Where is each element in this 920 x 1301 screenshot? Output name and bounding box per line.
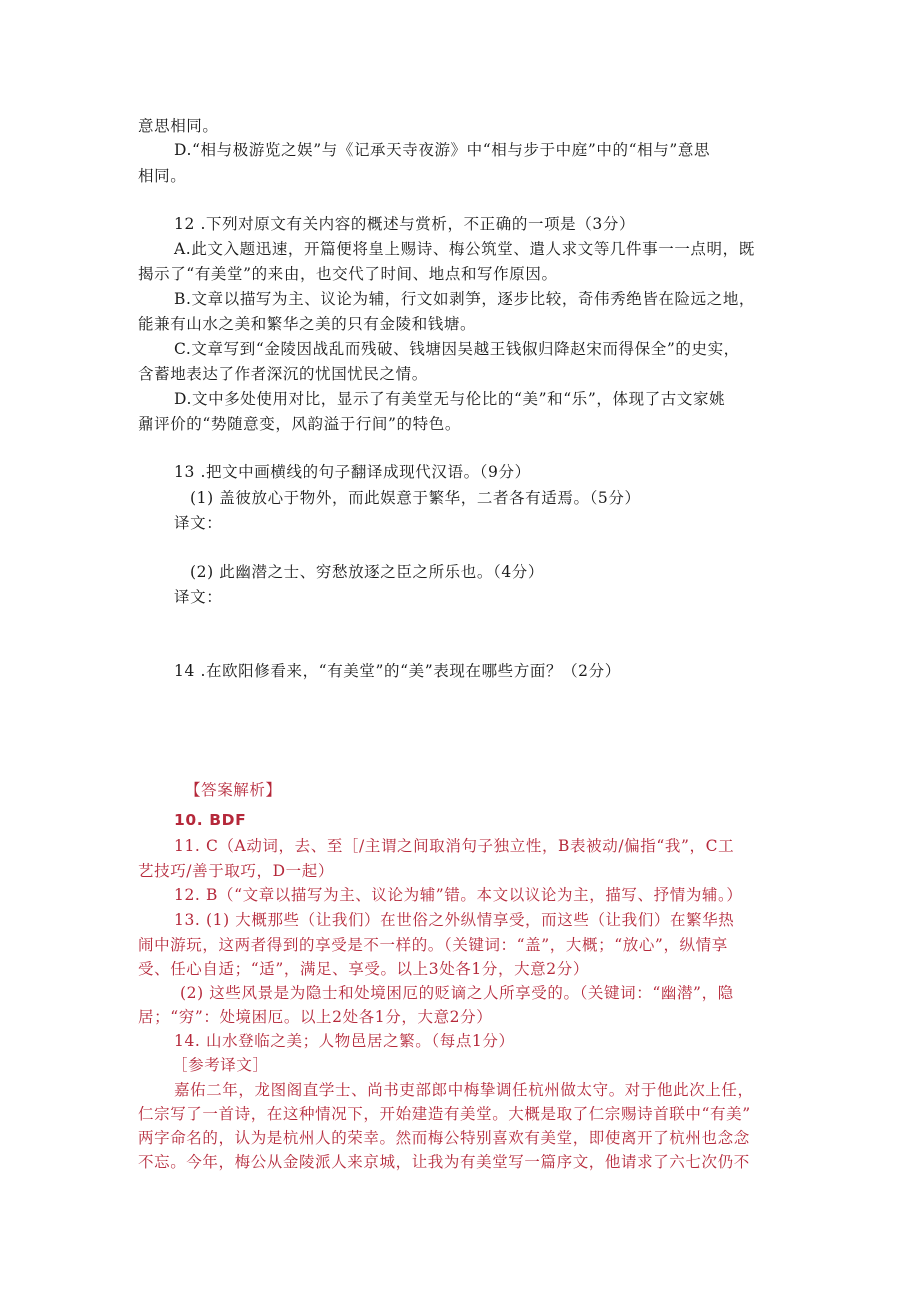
option-d-line-2: 相同。 <box>138 167 187 185</box>
answer-14: 14. 山水登临之美；人物邑居之繁。（每点1分） <box>174 1032 515 1050</box>
question-12-option-b-line-2: 能兼有山水之美和繁华之美的只有金陵和钱塘。 <box>138 315 477 333</box>
reference-translation-line-4: 不忘。今年，梅公从金陵派人来京城，让我为有美堂写一篇序文，他请求了六七次仍不 <box>138 1153 750 1171</box>
question-13-stem: 13 .把文中画横线的句子翻译成现代汉语。（9分） <box>174 463 531 481</box>
translation-label-1: 译文： <box>174 514 223 532</box>
answer-11-line-1: 11. C（A动词，去、至［/主谓之间取消句子独立性，B表被动/偏指“我”，C工 <box>174 837 735 855</box>
answer-11-line-2: 艺技巧/善于取巧，D一起） <box>138 862 334 880</box>
answer-13-line-3: 受、任心自适；“适”，满足、享受。以上3处各1分，大意2分） <box>138 960 589 978</box>
question-12-option-a-line-1: A.此文入题迅速，开篇便将皇上赐诗、梅公筑堂、遣人求文等几件事一一点明，既 <box>174 240 755 258</box>
reference-translation-heading: ［参考译文］ <box>172 1056 269 1074</box>
question-13-part-2: (2) 此幽潜之士、穷愁放逐之臣之所乐也。（4分） <box>190 563 544 581</box>
answer-13-line-1: 13. (1) 大概那些（让我们）在世俗之外纵情享受，而这些（让我们）在繁华热 <box>174 911 735 929</box>
reference-translation-line-2: 仁宗写了一首诗，在这种情况下，开始建造有美堂。大概是取了仁宗赐诗首联中“有美” <box>138 1105 751 1123</box>
option-c-continuation: 意思相同。 <box>138 117 219 135</box>
question-12-option-d-line-1: D.文中多处使用对比，显示了有美堂无与伦比的“美”和“乐”，体现了古文家姚 <box>174 390 726 408</box>
reference-translation-line-1: 嘉佑二年，龙图阁直学士、尚书吏部郎中梅挚调任杭州做太守。对于他此次上任， <box>174 1081 754 1099</box>
question-14-stem: 14 .在欧阳修看来，“有美堂”的“美”表现在哪些方面？（2分） <box>174 662 621 680</box>
question-12-option-c-line-2: 含蓄地表达了作者深沉的忧国忧民之情。 <box>138 365 428 383</box>
question-12-option-a-line-2: 揭示了“有美堂”的来由，也交代了时间、地点和写作原因。 <box>138 265 558 283</box>
answer-13-line-2: 闹中游玩，这两者得到的享受是不一样的。（关键词：“盖”，大概；“放心”，纵情享 <box>138 936 728 954</box>
question-12-option-c-line-1: C.文章写到“金陵因战乱而残破、钱塘因吴越王钱俶归降赵宋而得保全”的史实， <box>174 340 740 358</box>
reference-translation-line-3: 两字命名的，认为是杭州人的荣幸。然而梅公特别喜欢有美堂，即使离开了杭州也念念 <box>138 1129 750 1147</box>
translation-label-2: 译文： <box>174 588 223 606</box>
option-d-line-1: D.“相与极游览之娱”与《记承天寺夜游》中“相与步于中庭”中的“相与”意思 <box>174 141 711 159</box>
answer-13-line-5: 居；“穷”：处境困厄。以上2处各1分，大意2分） <box>138 1008 493 1026</box>
question-12-option-b-line-1: B.文章以描写为主、议论为辅，行文如剥笋，逐步比较，奇伟秀绝皆在险远之地， <box>174 290 756 308</box>
answer-12: 12. B（“文章以描写为主、议论为辅”错。本文以议论为主，描写、抒情为辅。） <box>174 886 743 904</box>
question-13-part-1: (1) 盖彼放心于物外，而此娱意于繁华，二者各有适焉。（5分） <box>190 489 641 507</box>
answer-13-line-4: (2) 这些风景是为隐士和处境困厄的贬谪之人所享受的。（关键词：“幽潜”，隐 <box>180 984 734 1002</box>
answer-10: 10. BDF <box>174 811 247 829</box>
answer-heading: 【答案解析】 <box>185 781 282 799</box>
question-12-stem: 12 .下列对原文有关内容的概述与赏析，不正确的一项是（3分） <box>174 215 636 233</box>
question-12-option-d-line-2: 鼐评价的“势随意变，风韵溢于行间”的特色。 <box>138 415 461 433</box>
